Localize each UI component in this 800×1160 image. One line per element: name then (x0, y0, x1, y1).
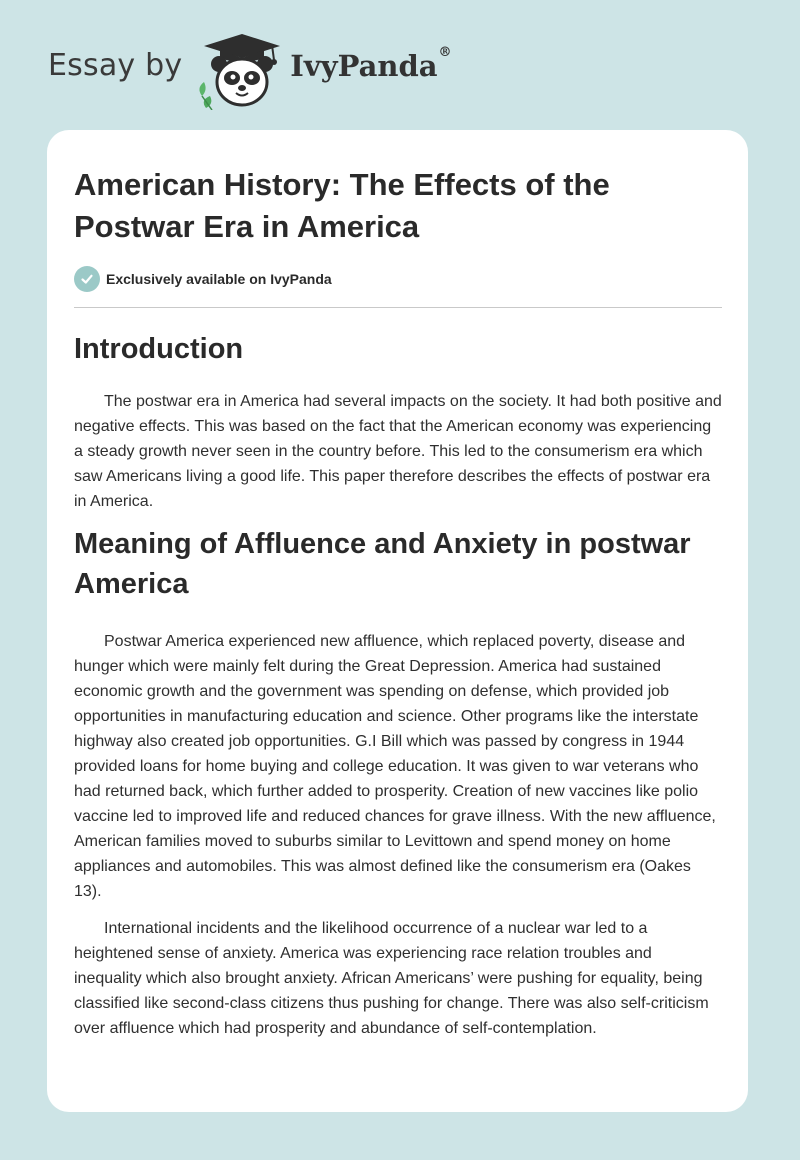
section-heading-introduction: Introduction (74, 333, 244, 365)
brand-name-text: IvyPanda (290, 49, 438, 83)
check-icon (74, 266, 100, 292)
exclusive-badge-text: Exclusively available on IvyPanda (106, 271, 332, 287)
exclusive-badge (74, 264, 722, 294)
section-heading-meaning: Meaning of Affluence and Anxiety in postwar America (74, 528, 691, 600)
article-title: American History: The Effects of the Postwar Era in America (74, 167, 610, 244)
divider (74, 307, 722, 308)
essay-by-label: Essay by (48, 47, 183, 83)
paragraph: International incidents and the likelihood occurrence of a nuclear war led to a heightened sense of anxiety. America was experiencing race relation troubles and inequality which also brought anxiety. African Americans’ were pushing for equality, being classified like second-class citizens thus pushing for change. There was also self-criticism over affluence which had prosperity and abundance of self-contemplation. (74, 920, 709, 1037)
panda-graduate-logo-icon[interactable] (194, 30, 286, 110)
brand-name[interactable] (290, 45, 452, 83)
paragraph: The postwar era in America had several impacts on the society. It had both positive and negative effects. This was based on the fact that the American economy was experiencing a steady growth never seen in the country before. This led to the consumerism era which saw Americans living a good life. This paper therefore describes the effects of postwar era in America. (74, 393, 722, 510)
article-card (47, 130, 748, 1112)
site-header (48, 30, 452, 110)
paragraph: Postwar America experienced new affluence, which replaced poverty, disease and hunger which were mainly felt during the Great Depression. America had sustained economic growth and the government was spending on defense, which provided job opportunities in manufacturing education and science. Other programs like the interstate highway also created job opportunities. G.I Bill which was passed by congress in 1944 provided loans for home buying and college education. It was given to war veterans who had returned back, which further added to prosperity. Creation of new vaccines like polio vaccine led to improved life and reduced chances for grave illness. With the new affluence, American families moved to suburbs similar to Levittown and spend money on home appliances and automobiles. This was almost defined like the consumerism era (Oakes 13). (74, 633, 716, 900)
registered-mark: ® (438, 45, 452, 60)
